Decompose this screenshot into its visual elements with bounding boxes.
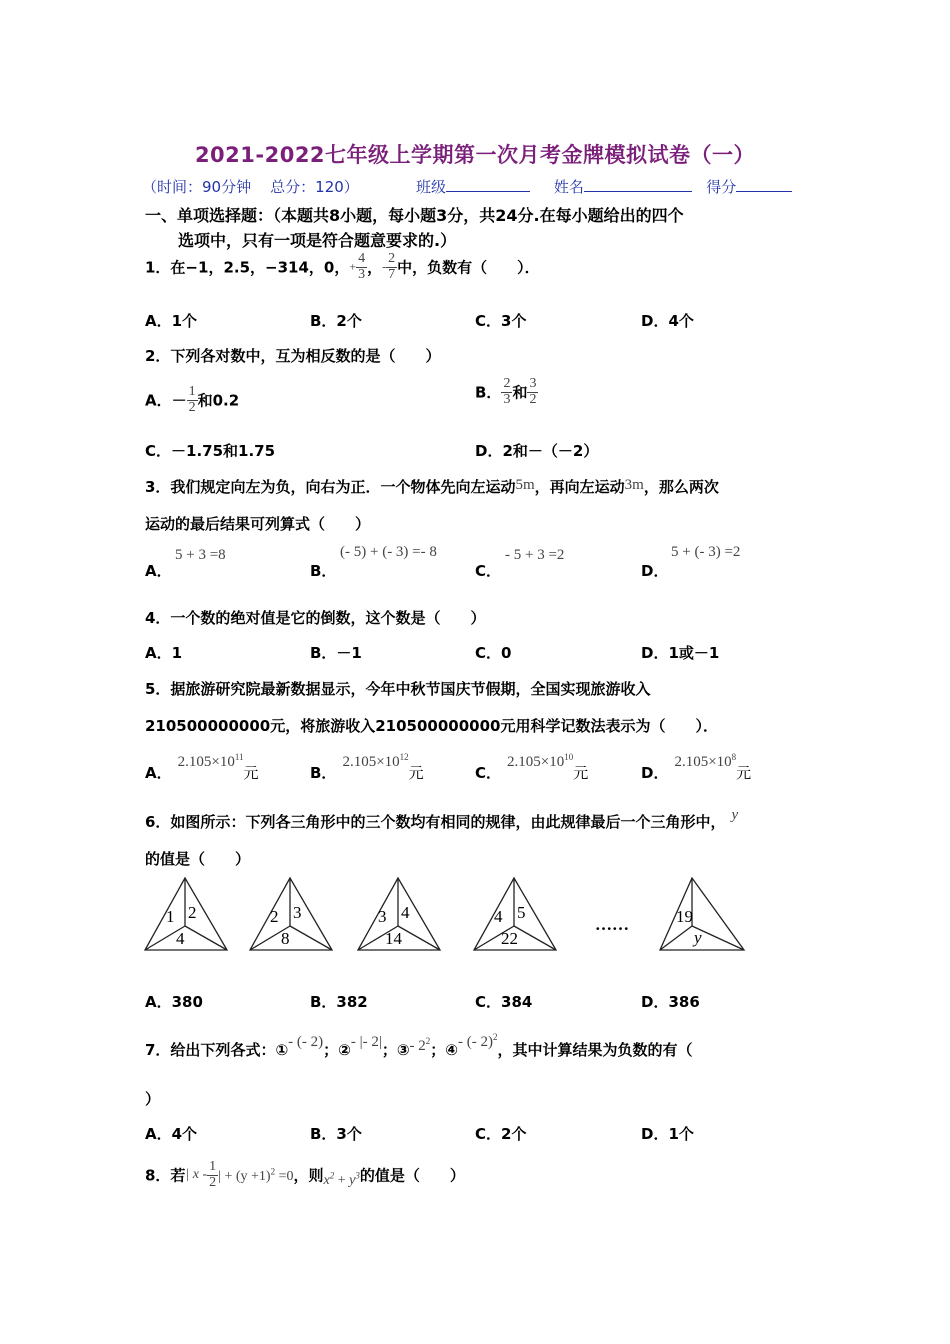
fraction: $\frac{3}{2}$ xyxy=(529,376,537,407)
q6-option-d[interactable]: D．386 xyxy=(641,993,700,1011)
q1-option-d[interactable]: D．4个 xyxy=(641,312,694,330)
expr-3: - $2^2$ xyxy=(409,1036,431,1054)
question-1-stem: 1．在−1，2.5，−314，0，+ $\frac{4}{3}$ ，- $\frac{2}{7}$ 中，负数有（ ）． xyxy=(145,251,540,282)
q4-option-b[interactable]: B．－1 xyxy=(310,644,362,662)
q3-option-c-expr: - 5 + 3 =2 xyxy=(505,547,565,563)
name-label: 姓名 xyxy=(553,178,584,196)
points-label: 得分 xyxy=(706,178,737,196)
triangle-1-bottom: 4 xyxy=(176,929,185,948)
triangle-5-left: 19 xyxy=(676,907,693,926)
q3-option-b-expr: (- 5) + (- 3) =- 8 xyxy=(340,544,437,560)
q3-option-d-label[interactable]: D． xyxy=(641,562,669,580)
expr-2: - |- 2| xyxy=(350,1034,382,1050)
q6-option-b[interactable]: B．382 xyxy=(310,993,368,1011)
question-4-stem: 4．一个数的绝对值是它的倒数，这个数是（ ） xyxy=(145,609,486,627)
q4-option-d[interactable]: D．1或－1 xyxy=(641,644,720,662)
fraction: $\frac{4}{3}$ xyxy=(358,251,366,282)
q5-option-c[interactable]: C．$2.105\times 10^{10}$元 xyxy=(475,752,589,782)
question-3-line2: 运动的最后结果可列算式（ ） xyxy=(145,515,371,533)
triangle-3-left: 3 xyxy=(378,907,387,926)
q3-option-a-label[interactable]: A． xyxy=(145,562,172,580)
triangle-1 xyxy=(145,878,227,950)
triangle-2-bottom: 8 xyxy=(281,929,290,948)
q3-option-d-expr: 5 + (- 3) =2 xyxy=(671,544,741,560)
triangle-3-bottom: 14 xyxy=(385,929,402,948)
time-info: （时间：90分钟 xyxy=(142,178,252,196)
question-2-stem: 2．下列各对数中，互为相反数的是（ ） xyxy=(145,347,441,365)
page-title: 2021-2022七年级上学期第一次月考金牌模拟试卷（一） xyxy=(194,143,756,167)
q6-option-c[interactable]: C．384 xyxy=(475,993,533,1011)
q7-option-c[interactable]: C．2个 xyxy=(475,1125,527,1143)
section-heading-line2: 选项中，只有一项是符合题意要求的.） xyxy=(178,231,457,250)
question-8-stem: 8．若| x - $\frac{1}{2}$ | + $(y +1)^2 =0$，则$x^2 + y^3$的值是（ ） xyxy=(145,1159,465,1190)
score-info: 总分：120） xyxy=(270,178,359,196)
q7-option-b[interactable]: B．3个 xyxy=(310,1125,362,1143)
class-label: 班级 xyxy=(416,178,447,196)
expr-4: - (- 2)$^2$ xyxy=(457,1032,498,1050)
q7-option-a[interactable]: A．4个 xyxy=(145,1125,198,1143)
triangle-3 xyxy=(358,878,440,950)
q2-option-d[interactable]: D．2和－（－2） xyxy=(475,442,599,460)
fraction: $\frac{1}{2}$ xyxy=(188,384,196,415)
q4-option-a[interactable]: A．1 xyxy=(145,644,183,662)
triangle-2-left: 2 xyxy=(270,907,279,926)
q5-option-a[interactable]: A．$2.105\times 10^{11}$元 xyxy=(145,752,259,782)
points-blank[interactable] xyxy=(736,177,792,192)
triangle-4-left: 4 xyxy=(494,907,503,926)
question-7-line2: ） xyxy=(145,1090,161,1108)
triangle-5 xyxy=(660,878,744,950)
q2-option-a[interactable]: A．－ $\frac{1}{2}$ 和0.2 xyxy=(145,384,240,415)
fraction: $\frac{2}{3}$ xyxy=(503,376,511,407)
q1-option-c[interactable]: C．3个 xyxy=(475,312,527,330)
triangle-pattern-figure xyxy=(140,873,760,958)
fraction: $\frac{1}{2}$ xyxy=(209,1159,217,1190)
question-6-line2: 的值是（ ） xyxy=(145,850,251,868)
class-blank[interactable] xyxy=(446,177,530,192)
triangle-5-bottom: y xyxy=(694,928,702,947)
question-6-line1: 6．如图所示：下列各三角形中的三个数均有相同的规律，由此规律最后一个三角形中， y xyxy=(145,807,739,831)
name-blank[interactable] xyxy=(584,177,692,192)
fraction: $\frac{2}{7}$ xyxy=(388,251,396,282)
q6-option-a[interactable]: A．380 xyxy=(145,993,203,1011)
triangle-1-right: 2 xyxy=(188,903,197,922)
q3-option-a-expr: 5 + 3 =8 xyxy=(175,547,226,563)
q7-option-d[interactable]: D．1个 xyxy=(641,1125,694,1143)
exam-info-line xyxy=(142,176,792,197)
triangle-2-right: 3 xyxy=(293,903,302,922)
expr-1: - (- 2) xyxy=(288,1034,324,1050)
q2-option-b[interactable]: B． $\frac{2}{3}$ 和 $\frac{3}{2}$ xyxy=(475,376,537,407)
question-5-line1: 5．据旅游研究院最新数据显示，今年中秋节国庆节假期，全国实现旅游收入 xyxy=(145,680,651,698)
triangle-2 xyxy=(250,878,332,950)
question-5-line2: 210500000000元，将旅游收入210500000000元用科学记数法表示为（ ）． xyxy=(145,717,718,735)
q4-option-c[interactable]: C．0 xyxy=(475,644,512,662)
triangle-1-left: 1 xyxy=(166,907,175,926)
ellipsis-dots: …… xyxy=(595,915,629,934)
q1-option-a[interactable]: A．1个 xyxy=(145,312,198,330)
triangle-3-right: 4 xyxy=(401,903,410,922)
q5-option-b[interactable]: B．$2.105\times 10^{12}$元 xyxy=(310,752,424,782)
q5-option-d[interactable]: D．$2.105\times 10^8$元 xyxy=(641,752,752,782)
triangle-4 xyxy=(474,878,556,950)
question-7-line1: 7．给出下列各式：①- (- 2)；②- |- 2|；③- $2^2$；④- (- 2)$^2$，其中计算结果为负数的有（ xyxy=(145,1032,693,1059)
triangle-4-bottom: 22 xyxy=(501,929,518,948)
q3-option-c-label[interactable]: C． xyxy=(475,562,502,580)
q2-option-c[interactable]: C．－1.75和1.75 xyxy=(145,442,276,460)
q3-option-b-label[interactable]: B． xyxy=(310,562,337,580)
question-3-line1: 3．我们规定向左为负，向右为正．一个物体先向左运动5m，再向左运动3m，那么两次 xyxy=(145,477,719,496)
triangle-4-right: 5 xyxy=(517,903,526,922)
section-heading-line1: 一、单项选择题：（本题共8小题，每小题3分，共24分.在每小题给出的四个 xyxy=(145,206,684,225)
q1-option-b[interactable]: B．2个 xyxy=(310,312,362,330)
